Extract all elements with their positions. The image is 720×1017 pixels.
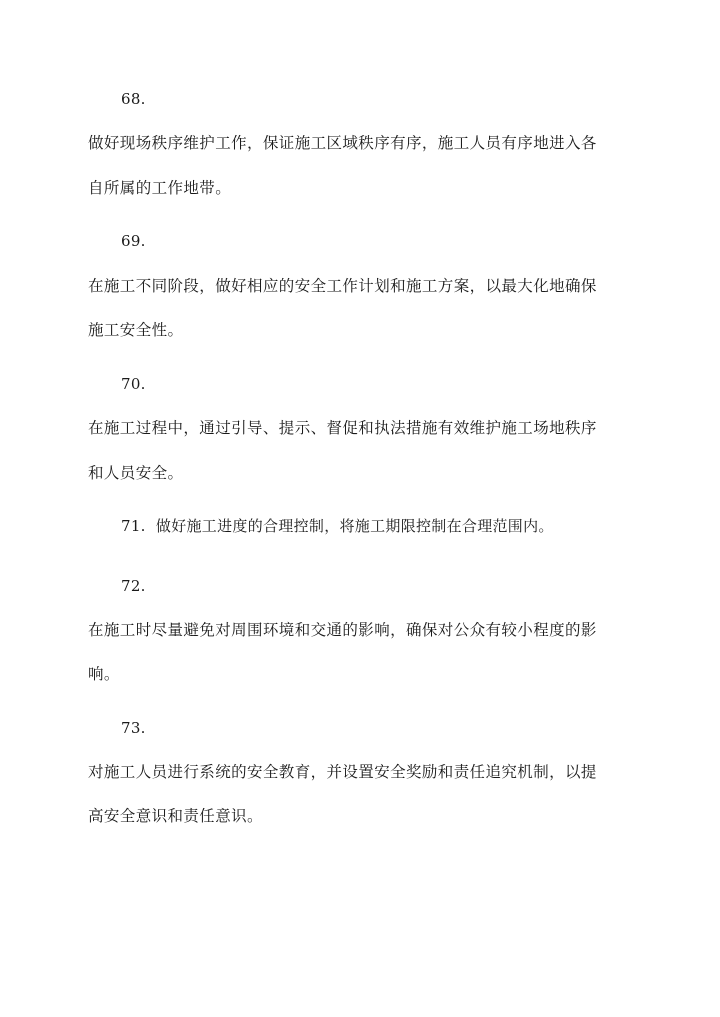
item-69-line-1: 在施工不同阶段，做好相应的安全工作计划和施工方案，以最大化地确保 — [88, 277, 597, 295]
item-68-line-2: 自所属的工作地带。 — [88, 179, 232, 197]
item-72-line-1: 在施工时尽量避免对周围环境和交通的影响，确保对公众有较小程度的影 — [88, 621, 597, 639]
item-73-line-2: 高安全意识和责任意识。 — [88, 807, 263, 825]
item-72-line-2: 响。 — [88, 665, 120, 683]
item-69-line-2: 施工安全性。 — [88, 321, 184, 339]
item-73-number: 73. — [121, 719, 146, 737]
item-70-line-1: 在施工过程中，通过引导、提示、督促和执法措施有效维护施工场地秩序 — [88, 419, 597, 437]
item-69-number: 69. — [121, 232, 146, 250]
item-68-number: 68. — [121, 90, 146, 108]
item-70-number: 70. — [121, 375, 146, 393]
item-70-line-2: 和人员安全。 — [88, 464, 184, 482]
item-72-number: 72. — [121, 577, 146, 595]
item-68-line-1: 做好现场秩序维护工作，保证施工区域秩序有序，施工人员有序地进入各 — [88, 134, 597, 152]
item-71-inline: 71. 做好施工进度的合理控制，将施工期限控制在合理范围内。 — [121, 517, 554, 535]
item-73-line-1: 对施工人员进行系统的安全教育，并设置安全奖励和责任追究机制，以提 — [88, 763, 597, 781]
